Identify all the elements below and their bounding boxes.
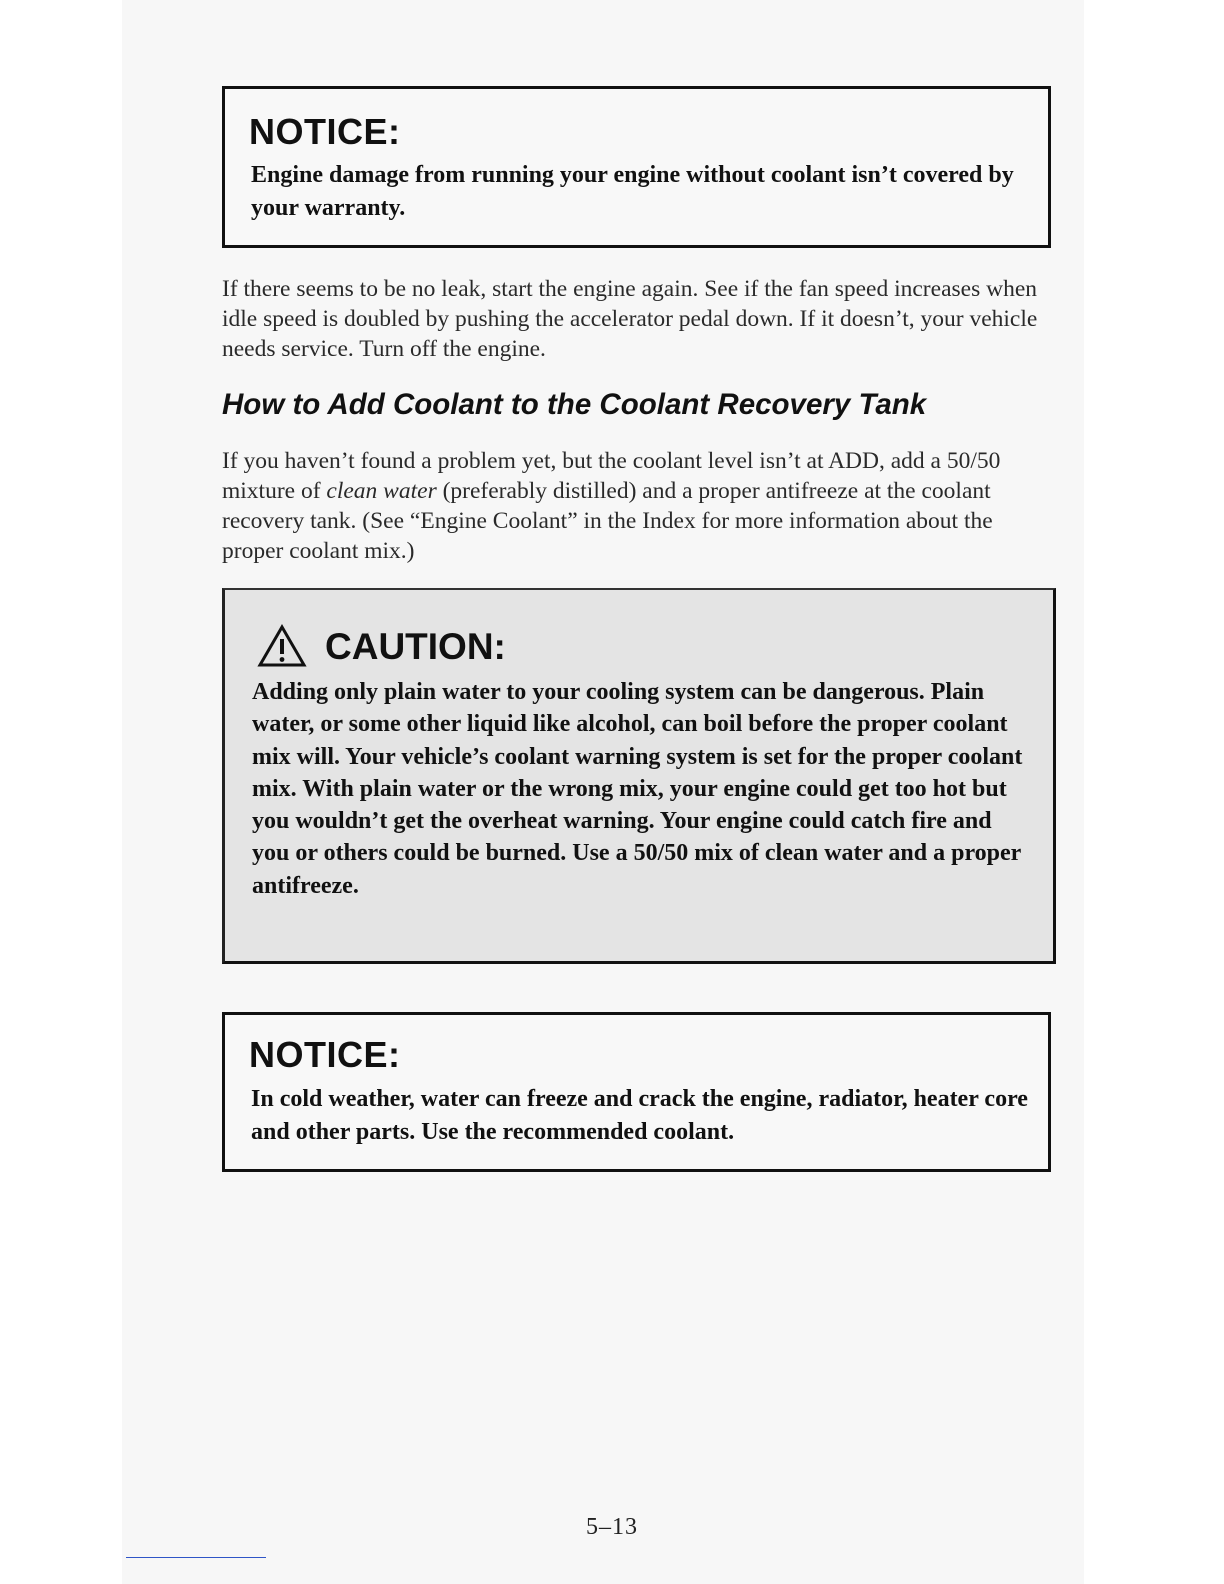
paragraph-text-start: If you haven’t found a problem yet, but the coolant level isn’t at ADD, add a 50/50 mixture of xyxy=(222,448,1001,504)
warning-triangle-icon xyxy=(257,624,307,668)
notice-title: NOTICE: xyxy=(249,111,401,152)
clean-water-emphasis: clean water xyxy=(326,478,437,504)
page-number: 5–13 xyxy=(586,1514,638,1540)
paragraph-text-end: (preferably distilled) and a proper antifreeze at the coolant recovery tank. (See “Engine Coolant” in the Index for more information about the proper coolant mix.) xyxy=(222,478,993,564)
caution-header xyxy=(257,624,506,668)
notice-text: Engine damage from running your engine without coolant isn’t covered by your warranty. xyxy=(251,162,1014,221)
add-coolant-paragraph xyxy=(222,446,1058,566)
caution-text: Adding only plain water to your cooling system can be dangerous. Plain water, or some other liquid like alcohol, can boil before the proper coolant mix will. Your vehicle’s coolant warning system is set for the proper coolant mix. With plain water or the wrong mix, your engine could get too hot but you wouldn’t get the overheat warning. Your engine could catch fire and you or others could be burned. Use a 50/50 mix of clean water and a proper antifreeze. xyxy=(252,679,1023,899)
notice-title: NOTICE: xyxy=(249,1034,401,1075)
footer-link-underline xyxy=(126,1557,266,1558)
caution-box xyxy=(222,588,1056,964)
caution-title: CAUTION: xyxy=(325,625,506,667)
notice-text: In cold weather, water can freeze and crack the engine, radiator, heater core and other parts. Use the recommended coolant. xyxy=(251,1086,1028,1145)
leak-check-paragraph: If there seems to be no leak, start the engine again. See if the fan speed increases when idle speed is doubled by pushing the accelerator pedal down. If it doesn’t, your vehicle needs service. Turn off the engine. xyxy=(222,276,1038,362)
notice-box-warranty xyxy=(222,86,1051,248)
section-heading: How to Add Coolant to the Coolant Recovery Tank xyxy=(222,388,927,421)
notice-box-cold-weather xyxy=(222,1012,1051,1172)
